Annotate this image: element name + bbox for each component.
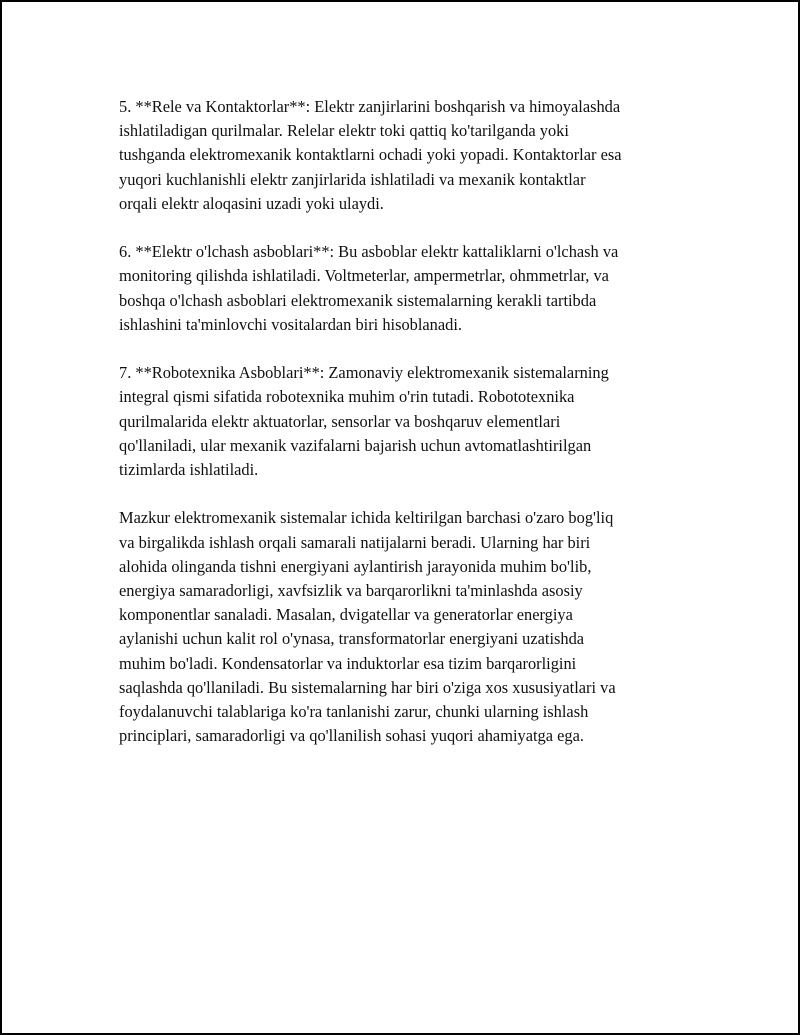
paragraph-elektr-olchash-asboblari: 6. **Elektr o'lchash asboblari**: Bu asboblar elektr kattaliklarni o'lchash va monitoring qilishda ishlatiladi. Voltmeterlar, ampermetrlar, ohmmetrlar, va boshqa o'lchash asboblari elektromexanik sistemalarning kerakli tartibda ishlashini ta'minlovchi vositalardan biri hisoblanadi. xyxy=(119,242,619,334)
paragraph-robotexnika-asboblari: 7. **Robotexnika Asboblari**: Zamonaviy elektromexanik sistemalarning integral qismi sifatida robotexnika muhim o'rin tutadi. Robototexnika qurilmalarida elektr aktuatorlar, sensorlar va boshqaruv elementlari qo'llaniladi, ular mexanik vazifalarni bajarish uchun avtomatlashtirilgan tizimlarda ishlatiladi. xyxy=(119,363,609,480)
document-body xyxy=(119,95,719,773)
paragraph-rele-kontaktorlar: 5. **Rele va Kontaktorlar**: Elektr zanjirlarini boshqarish va himoyalashda ishlatiladigan qurilmalar. Relelar elektr toki qattiq ko'tarilganda yoki tushganda elektromexanik kontaktlarni ochadi yoki yopadi. Kontaktorlar esa yuqori kuchlanishli elektr zanjirlarida ishlatiladi va mexanik kontaktlar orqali elektr aloqasini uzadi yoki ulaydi. xyxy=(119,97,622,213)
paragraph-conclusion: Mazkur elektromexanik sistemalar ichida keltirilgan barchasi o'zaro bog'liq va birgalikda ishlash orqali samarali natijalarni beradi. Ularning har biri alohida olinganda tishni energiyani aylantirish jarayonida muhim bo'lib, energiya samaradorligi, xavfsizlik va barqarorlikni ta'minlashda asosiy komponentlar sanaladi. Masalan, dvigatellar va generatorlar energiya aylanishi uchun kalit rol o'ynasa, transformatorlar energiyani uzatishda muhim bo'ladi. Kondensatorlar va induktorlar esa tizim barqarorligini saqlashda qo'llaniladi. Bu sistemalarning har biri o'ziga xos xususiyatlari va foydalanuvchi talablariga ko'ra tanlanishi zarur, chunki ularning ishlash principlari, samaradorligi va qo'llanilish sohasi yuqori ahamiyatga ega. xyxy=(119,508,616,746)
